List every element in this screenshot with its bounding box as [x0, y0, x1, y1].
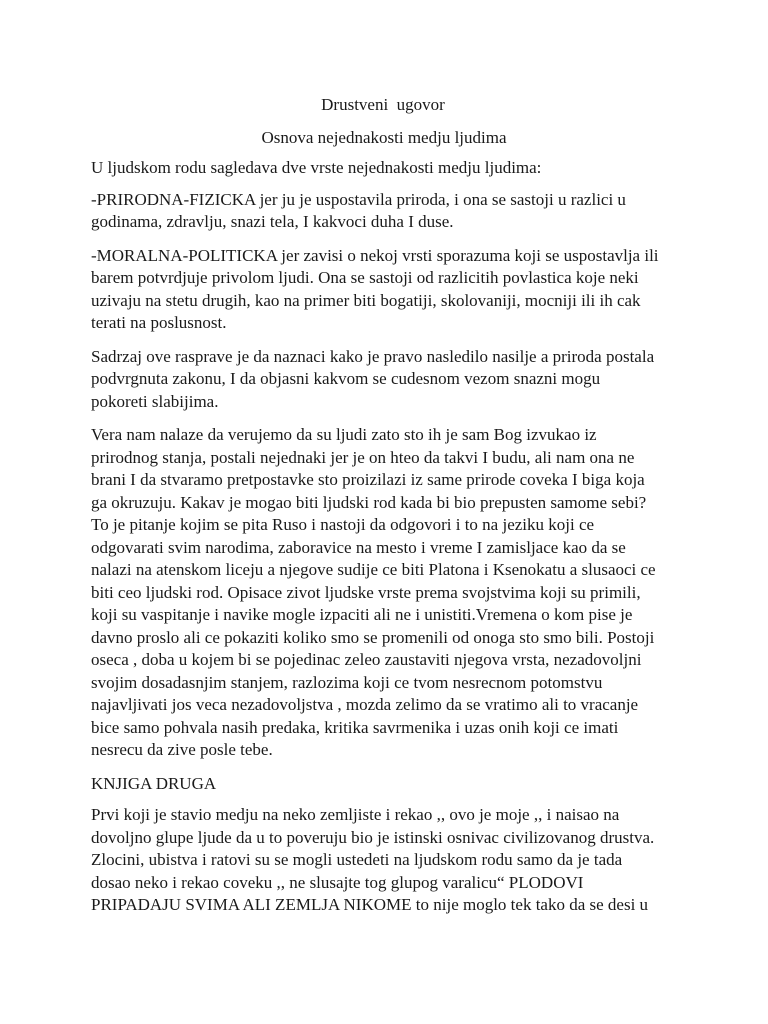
- text-line: ga okruzuju. Kakav je mogao biti ljudski rod kada bi bio prepusten samome sebi?: [91, 492, 647, 512]
- text-line: PRIPADAJU SVIMA ALI ZEMLJA NIKOME to nije moglo tek tako da se desi u: [91, 895, 649, 914]
- text-line: U ljudskom rodu sagledava dve vrste nejednakosti medju ljudima:: [91, 158, 542, 177]
- text-line: prirodnog stanja, postali nejednaki jer je on hteo da takvi I budu, ali nam ona ne: [91, 447, 635, 467]
- text-line: To je pitanje kojim se pita Ruso i nastoji da odgovori i to na jeziku koji ce: [91, 515, 595, 534]
- text-line: Vera nam nalaze da verujemo da su ljudi zato sto ih je sam Bog izvukao iz: [91, 425, 597, 444]
- paragraph: [91, 804, 681, 917]
- text-line: dosao neko i rekao coveku ,, ne slusajte tog glupog varalicu“ PLODOVI: [91, 872, 584, 892]
- text-line: davno proslo ali ce pokaziti koliko smo se promenili od onoga sto smo bili. Postoji: [91, 627, 655, 647]
- text-line: brani I da stvaramo pretpostavke sto proizilazi iz same prirode coveka I biga koja: [91, 470, 645, 489]
- text-line: KNJIGA DRUGA: [91, 773, 217, 793]
- text-line: barem potvrdjuje privolom ljudi. Ona se sastoji od razlicitih povlastica koje neki: [91, 268, 639, 287]
- paragraph: [91, 773, 681, 796]
- text-line: -MORALNA-POLITICKA jer zavisi o nekoj vrsti sporazuma koji se uspostavlja ili: [91, 245, 659, 265]
- text-line: podvrgnuta zakonu, I da objasni kakvom se cudesnom vezom snazni mogu: [91, 369, 601, 388]
- text-line: nalazi na atenskom liceju a njegove sudije ce biti Platona i Ksenokatu a slusaoci ce: [91, 560, 656, 579]
- text-line: pokoreti slabijima.: [91, 391, 219, 411]
- text-line: nesrecu da zive posle tebe.: [91, 740, 273, 759]
- text-line: uzivaju na stetu drugih, kao na primer biti bogatiji, skolovaniji, mocniji ili ih cak: [91, 290, 641, 310]
- text-line: godinama, zdravlju, snazi tela, I kakvoci duha I duse.: [91, 212, 454, 231]
- text-line: Prvi koji je stavio medju na neko zemljiste i rekao ,, ovo je moje ,, i naisao na: [91, 805, 620, 824]
- paragraph: [91, 245, 681, 335]
- document-body: [91, 157, 681, 928]
- text-line: Sadrzaj ove rasprave je da naznaci kako je pravo nasledilo nasilje a priroda postala: [91, 346, 655, 366]
- text-line: odgovarati svim narodima, zaboravice na mesto i vreme I zamisljace kao da se: [91, 537, 626, 557]
- text-line: svojim dosadasnjim stanjem, razlozima koji ce tvom nesrecnom potomstvu: [91, 672, 603, 692]
- text-line: Zlocini, ubistva i ratovi su se mogli ustedeti na ljudskom rodu samo da je tada: [91, 850, 623, 869]
- text-line: najavljivati jos veca nezadovoljstva , mozda zelimo da se vratimo ali to vracanje: [91, 695, 639, 714]
- paragraph: [91, 424, 681, 762]
- document-title: Drustveni ugovor: [321, 95, 445, 114]
- text-line: terati na poslusnost.: [91, 313, 227, 332]
- paragraph: [91, 346, 681, 414]
- text-line: biti ceo ljudski rod. Opisace zivot ljudske vrste prema svojstvima koji su primili,: [91, 582, 641, 602]
- text-line: oseca , doba u kojem bi se pojedinac zeleo zaustaviti njegova vrsta, nezadovoljni: [91, 650, 642, 669]
- text-line: -PRIRODNA-FIZICKA jer ju je uspostavila priroda, i ona se sastoji u razlici u: [91, 189, 626, 209]
- text-line: koji su vaspitanje i navike mogle izpaciti ali ne i unistiti.Vremena o kom pise je: [91, 605, 633, 624]
- text-line: dovoljno glupe ljude da u to poveruju bio je istinski osnivac civilizovanog drustva.: [91, 827, 655, 847]
- paragraph: [91, 189, 681, 234]
- document-subtitle: Osnova nejednakosti medju ljudima: [261, 128, 507, 147]
- paragraph: [91, 157, 681, 180]
- text-line: bice samo pohvala nasih predaka, kritika savrmenika i uzas onih koji ce imati: [91, 717, 619, 737]
